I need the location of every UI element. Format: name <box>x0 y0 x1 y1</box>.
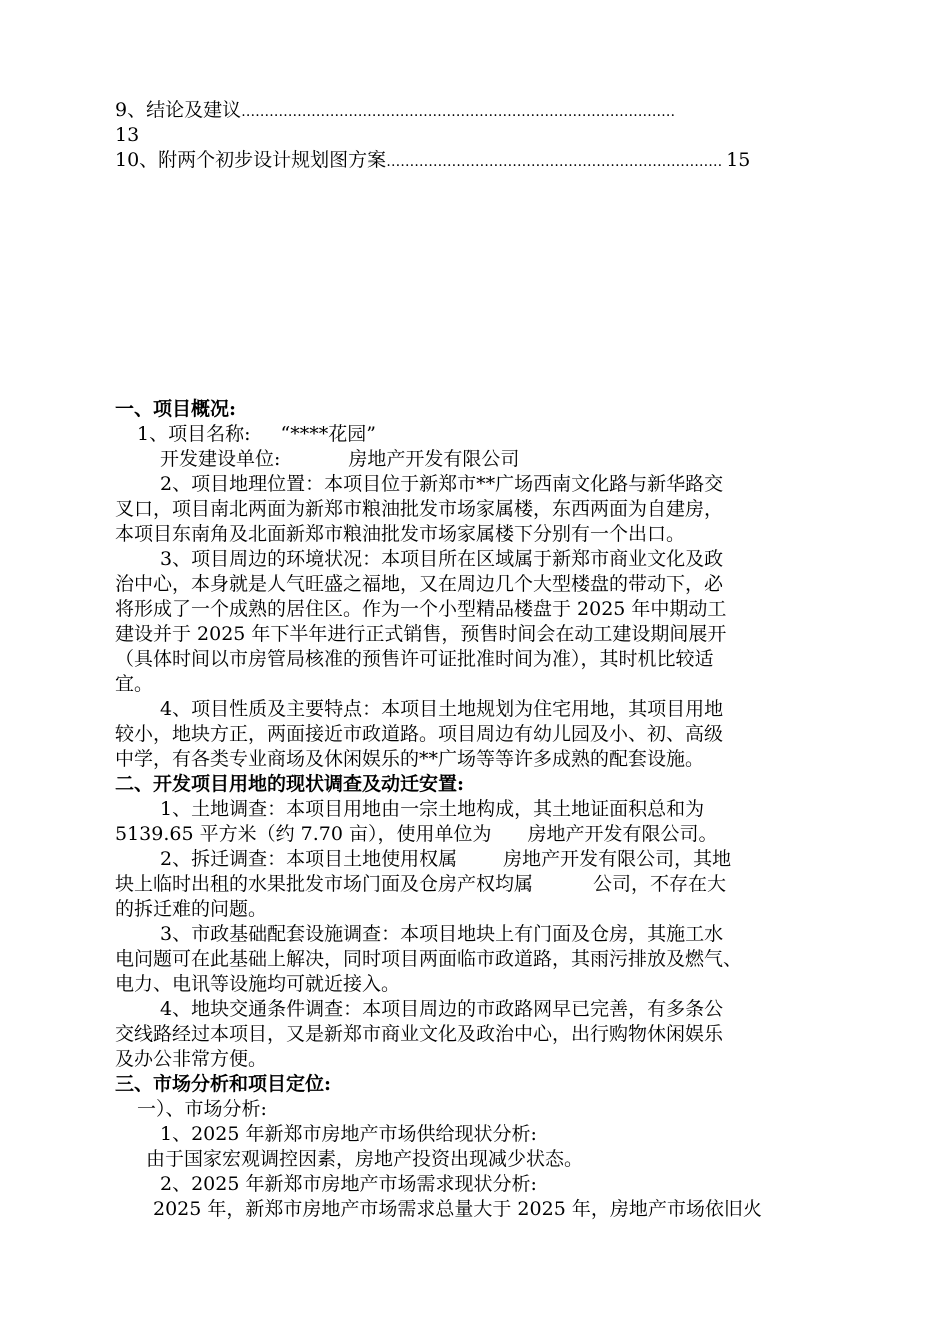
s2-p4-line2: 交线路经过本项目，又是新郑市商业文化及政治中心，出行购物休闲娱乐 <box>115 1023 724 1045</box>
developer-row <box>160 447 519 471</box>
s1-p3-line6: 宜。 <box>115 673 154 695</box>
toc-item-10-leader: ……………………………………………………………… <box>386 154 723 170</box>
s3-sub-heading-1: 一）、市场分析: <box>137 1098 267 1120</box>
project-name-label: 1、项目名称: <box>137 423 251 445</box>
s1-p4-line1: 4、项目性质及主要特点：本项目土地规划为住宅用地，其项目用地 <box>160 698 724 720</box>
s2-p2-line3: 的拆迁难的问题。 <box>115 898 268 920</box>
toc-item-9-leader: ………………………………………………………………………………… <box>241 104 676 120</box>
s2-p4-line1: 4、地块交通条件调查：本项目周边的市政路网早已完善，有多条公 <box>160 998 724 1020</box>
toc-item-9[interactable] <box>115 98 835 122</box>
s1-p2-line2: 叉口，项目南北两面为新郑市粮油批发市场家属楼，东西两面为自建房， <box>115 498 724 520</box>
s1-p3-line3: 将形成了一个成熟的居住区。作为一个小型精品楼盘于 2025 年中期动工 <box>115 598 727 620</box>
s2-p3-line2: 电问题可在此基础上解决，同时项目两面临市政道路，其雨污排放及燃气、 <box>115 948 743 970</box>
s2-p4-line3: 及办公非常方便。 <box>115 1048 268 1070</box>
s2-p2-line2-a: 块上临时出租的水果批发市场门面及仓房产权均属 <box>115 873 534 895</box>
s2-p3-line3: 电力、电讯等设施均可就近接入。 <box>115 973 401 995</box>
s1-p4-line3: 中学，有各类专业商场及休闲娱乐的**广场等等许多成熟的配套设施。 <box>115 748 705 770</box>
s2-p3-line1: 3、市政基础配套设施调查：本项目地块上有门面及仓房，其施工水 <box>160 923 724 945</box>
s2-p1-line2 <box>115 822 718 846</box>
toc-item-10[interactable] <box>115 148 835 172</box>
s2-p2-line2 <box>115 872 726 896</box>
toc-item-9-text: 9、结论及建议 <box>115 99 242 121</box>
s3-item-2-text: 2025 年，新郑市房地产市场需求总量大于 2025 年，房地产市场依旧火 <box>153 1198 762 1220</box>
s1-p3-line1: 3、项目周边的环境状况：本项目所在区域属于新郑市商业文化及政 <box>160 548 724 570</box>
s1-p3-line5: （具体时间以市房管局核准的预售许可证批准时间为准），其时机比较适 <box>115 648 714 670</box>
section-3-heading: 三、市场分析和项目定位: <box>115 1073 332 1095</box>
toc-item-10-page: 15 <box>726 149 751 171</box>
s3-item-1-text: 由于国家宏观调控因素，房地产投资出现减少状态。 <box>146 1148 584 1170</box>
developer-label: 开发建设单位: <box>160 448 281 470</box>
s1-p3-line4: 建设并于 2025 年下半年进行正式销售，预售时间会在动工建设期间展开 <box>115 623 727 645</box>
s2-p2-line1-b: 房地产开发有限公司，其地 <box>503 848 732 870</box>
s1-p2-line3: 本项目东南角及北面新郑市粮油批发市场家属楼下分别有一个出口。 <box>115 523 686 545</box>
s2-p1-line1: 1、土地调查：本项目用地由一宗土地构成，其土地证面积总和为 <box>160 798 705 820</box>
s1-p3-line2: 治中心，本身就是人气旺盛之福地，又在周边几个大型楼盘的带动下，必 <box>115 573 724 595</box>
s2-p1-line2-b: 房地产开发有限公司。 <box>527 823 718 845</box>
toc-item-9-page: 13 <box>115 124 140 146</box>
s2-p2-line2-b: 公司，不存在大 <box>593 873 727 895</box>
s2-p1-line2-a: 5139.65 平方米（约 7.70 亩），使用单位为 <box>115 823 492 845</box>
s2-p2-line1-a: 2、拆迁调查：本项目土地使用权属 <box>160 848 458 870</box>
s1-p2-line1: 2、项目地理位置：本项目位于新郑市**广场西南文化路与新华路交 <box>160 473 724 495</box>
section-2-heading: 二、开发项目用地的现状调查及动迁安置: <box>115 773 465 795</box>
toc-item-10-text: 10、附两个初步设计规划图方案 <box>115 149 387 171</box>
section-1-heading: 一、项目概况: <box>115 398 237 420</box>
developer-value: 房地产开发有限公司 <box>348 448 520 470</box>
s1-p4-line2: 较小，地块方正，两面接近市政道路。项目周边有幼儿园及小、初、高级 <box>115 723 724 745</box>
project-name-row <box>137 422 376 446</box>
s3-item-1: 1、2025 年新郑市房地产市场供给现状分析: <box>160 1123 537 1145</box>
project-name-value: “****花园” <box>280 423 376 445</box>
s2-p2-line1 <box>160 847 731 871</box>
s3-item-2: 2、2025 年新郑市房地产市场需求现状分析: <box>160 1173 537 1195</box>
